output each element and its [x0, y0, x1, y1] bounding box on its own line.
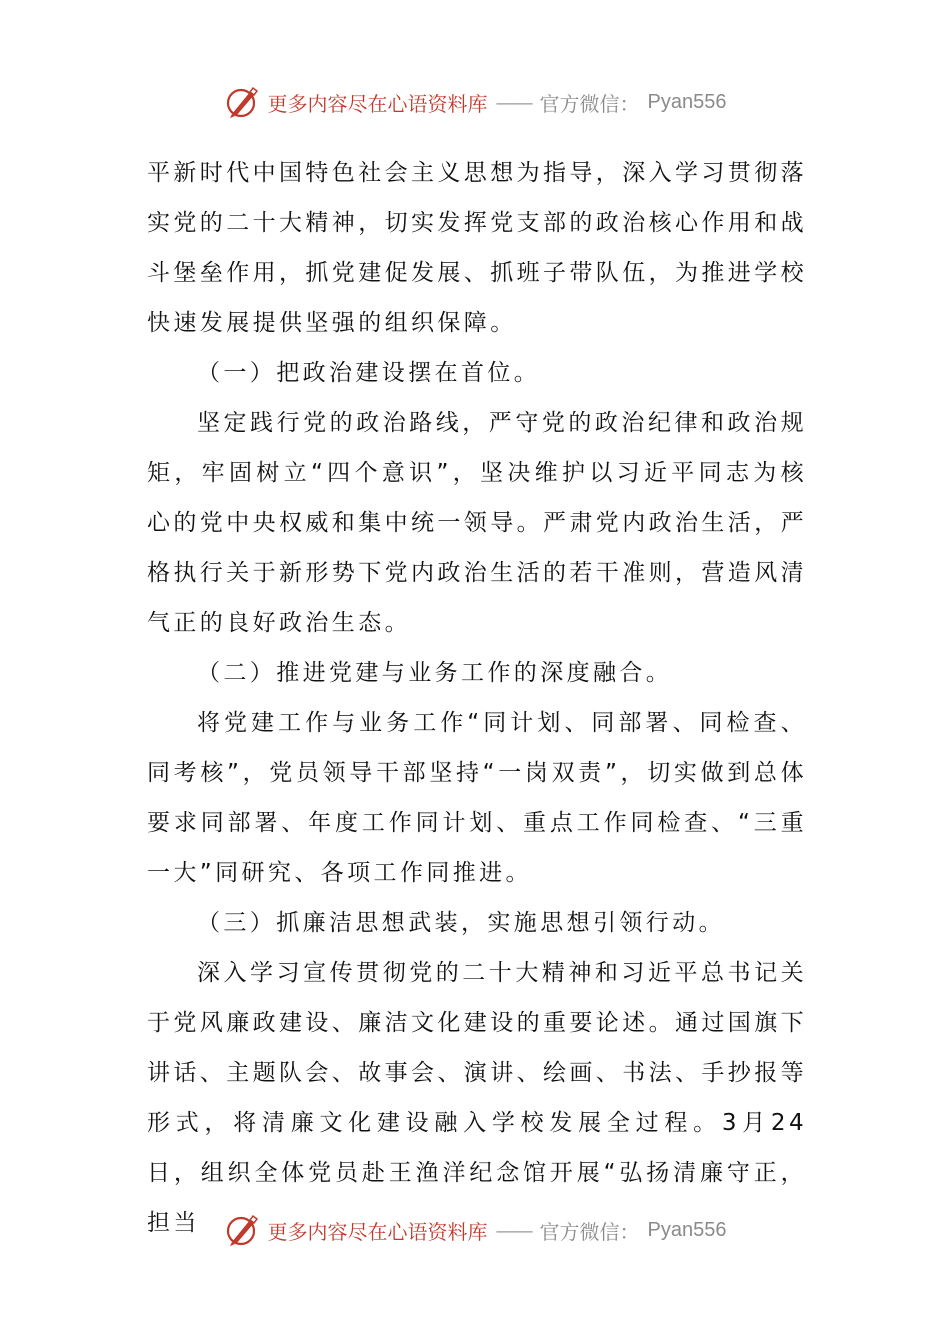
paragraph-4: 深入学习宣传贯彻党的二十大精神和习近平总书记关于党风廉政建设、廉洁文化建设的重要论述。通过国旗下讲话、主题队会、故事会、演讲、绘画、书法、手抄报等形式，将清廉文化建设融入学校发展全过程。3月24日，组织全体党员赴王渔洋纪念馆开展“弘扬清廉守正，担当 [147, 960, 807, 1236]
section-heading-3: （三）抓廉洁思想武装，实施思想引领行动。 [197, 910, 725, 936]
header-banner [0, 82, 950, 122]
banner-wechat-label: 官方微信： [539, 1219, 640, 1244]
banner-wechat-id: Pyan556 [647, 1218, 727, 1241]
footer-banner [0, 1210, 950, 1250]
banner-separator: —— [495, 90, 532, 114]
paragraph-1: 平新时代中国特色社会主义思想为指导，深入学习贯彻落实党的二十大精神，切实发挥党支部的政治核心作用和战斗堡垒作用，抓党建促发展、抓班子带队伍，为推进学校快速发展提供坚强的组织保障。 [147, 160, 807, 336]
paragraph-2: 坚定践行党的政治路线，严守党的政治纪律和政治规矩，牢固树立“四个意识”，坚决维护以习近平同志为核心的党中央权威和集中统一领导。严肃党内政治生活，严格执行关于新形势下党内政治生活的若干准则，营造风清气正的良好政治生态。 [147, 410, 807, 636]
pen-logo-icon [224, 84, 260, 120]
banner-brand-text: 更多内容尽在心语资料库 [267, 91, 488, 116]
pen-logo-icon [224, 1212, 260, 1248]
banner-separator: —— [495, 1218, 532, 1242]
section-heading-2: （二）推进党建与业务工作的深度融合。 [197, 660, 673, 686]
banner-wechat-label: 官方微信： [539, 91, 640, 116]
banner-wechat-id: Pyan556 [647, 90, 727, 113]
section-heading-1: （一）把政治建设摆在首位。 [197, 360, 541, 386]
banner-brand-text: 更多内容尽在心语资料库 [267, 1219, 488, 1244]
paragraph-3: 将党建工作与业务工作“同计划、同部署、同检查、同考核”，党员领导干部坚持“一岗双责”，切实做到总体要求同部署、年度工作同计划、重点工作同检查、“三重一大”同研究、各项工作同推进。 [147, 710, 807, 886]
document-body [147, 148, 807, 1248]
